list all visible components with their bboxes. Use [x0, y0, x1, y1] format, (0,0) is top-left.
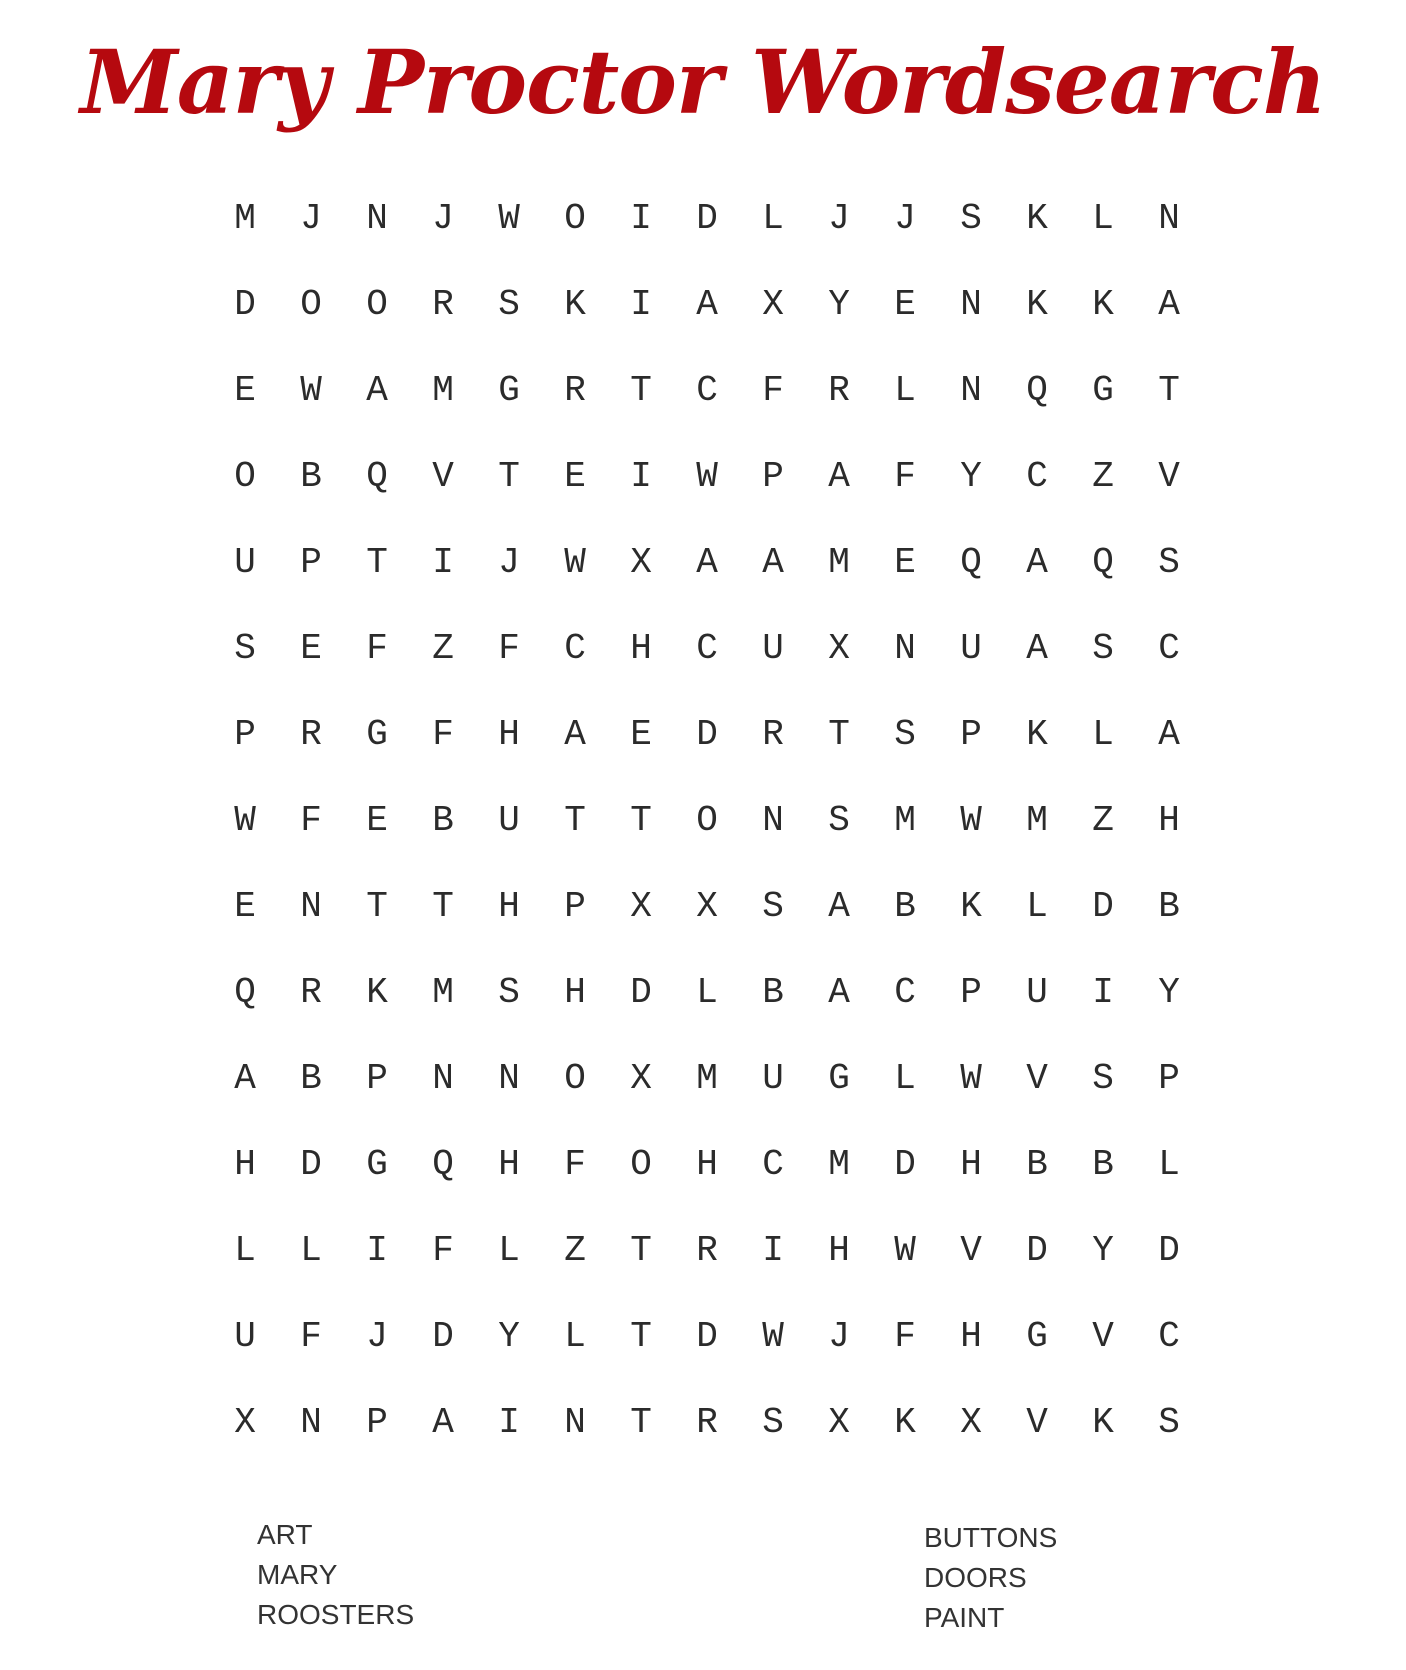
letter-cell[interactable]: C — [1026, 455, 1048, 497]
letter-cell[interactable]: Y — [1092, 1229, 1114, 1271]
letter-cell[interactable]: R — [762, 713, 784, 755]
letter-cell[interactable]: S — [234, 627, 256, 669]
letter-cell[interactable]: M — [828, 541, 850, 583]
letter-cell[interactable]: Q — [432, 1143, 454, 1185]
letter-cell[interactable]: D — [234, 283, 256, 325]
letter-cell[interactable]: F — [300, 1315, 322, 1357]
letter-cell[interactable]: L — [762, 197, 784, 239]
letter-cell[interactable]: T — [1158, 369, 1180, 411]
letter-cell[interactable]: L — [1026, 885, 1048, 927]
letter-cell[interactable]: A — [762, 541, 784, 583]
letter-cell[interactable]: S — [1092, 627, 1114, 669]
letter-cell[interactable]: K — [1092, 283, 1114, 325]
word-item: PAINT — [924, 1602, 1005, 1633]
word-list-right — [924, 1518, 1057, 1638]
letter-cell[interactable]: F — [432, 713, 454, 755]
letter-cell[interactable]: M — [1026, 799, 1048, 841]
letter-cell[interactable]: N — [366, 197, 388, 239]
letter-cell[interactable]: N — [564, 1401, 586, 1443]
letter-cell[interactable]: T — [630, 369, 652, 411]
letter-cell[interactable]: A — [1158, 283, 1180, 325]
letter-cell[interactable]: R — [432, 283, 454, 325]
letter-cell[interactable]: X — [828, 627, 850, 669]
letter-cell[interactable]: H — [960, 1315, 982, 1357]
letter-cell[interactable]: I — [432, 541, 454, 583]
letter-cell[interactable]: M — [432, 971, 454, 1013]
letter-cell[interactable]: O — [366, 283, 388, 325]
letter-cell[interactable]: Z — [564, 1229, 586, 1271]
letter-cell[interactable]: J — [432, 197, 454, 239]
word-item: MARY — [257, 1559, 338, 1590]
letter-cell[interactable]: D — [1092, 885, 1114, 927]
letter-cell[interactable]: F — [498, 627, 520, 669]
letter-cell[interactable]: G — [1026, 1315, 1048, 1357]
letter-cell[interactable]: D — [300, 1143, 322, 1185]
letter-cell[interactable]: D — [1158, 1229, 1180, 1271]
letter-cell[interactable]: L — [234, 1229, 256, 1271]
letter-cell[interactable]: A — [564, 713, 586, 755]
letter-cell[interactable]: E — [894, 541, 916, 583]
letter-cell[interactable]: V — [432, 455, 454, 497]
letter-cell[interactable]: A — [1158, 713, 1180, 755]
word-item: DOORS — [924, 1562, 1027, 1593]
letter-cell[interactable]: M — [828, 1143, 850, 1185]
letter-cell[interactable]: B — [1092, 1143, 1114, 1185]
letter-cell[interactable]: K — [960, 885, 982, 927]
letter-cell[interactable]: G — [366, 1143, 388, 1185]
letter-cell[interactable]: L — [1092, 713, 1114, 755]
letter-cell[interactable]: V — [960, 1229, 982, 1271]
letter-cell[interactable]: B — [300, 455, 322, 497]
letter-cell[interactable]: F — [564, 1143, 586, 1185]
letter-cell[interactable]: P — [234, 713, 256, 755]
letter-cell[interactable]: L — [894, 369, 916, 411]
letter-cell[interactable]: R — [828, 369, 850, 411]
letter-cell[interactable]: F — [762, 369, 784, 411]
letter-cell[interactable]: V — [1026, 1057, 1048, 1099]
letter-cell[interactable]: S — [762, 1401, 784, 1443]
letter-cell[interactable]: S — [498, 283, 520, 325]
letter-cell[interactable]: W — [960, 1057, 982, 1099]
letter-cell[interactable]: O — [564, 1057, 586, 1099]
letter-cell[interactable]: P — [762, 455, 784, 497]
letter-cell[interactable]: D — [696, 1315, 718, 1357]
letter-cell[interactable]: I — [630, 197, 652, 239]
letter-cell[interactable]: E — [564, 455, 586, 497]
letter-cell[interactable]: L — [1158, 1143, 1180, 1185]
letter-cell[interactable]: A — [828, 885, 850, 927]
letter-cell[interactable]: F — [366, 627, 388, 669]
letter-cell[interactable]: J — [498, 541, 520, 583]
letter-cell[interactable]: L — [894, 1057, 916, 1099]
letter-cell[interactable]: R — [564, 369, 586, 411]
letter-cell[interactable]: G — [366, 713, 388, 755]
letter-cell[interactable]: K — [1092, 1401, 1114, 1443]
letter-cell[interactable]: C — [696, 369, 718, 411]
letter-cell[interactable]: T — [630, 1229, 652, 1271]
letter-cell[interactable]: R — [300, 713, 322, 755]
letter-cell[interactable]: M — [894, 799, 916, 841]
letter-cell[interactable]: C — [696, 627, 718, 669]
letter-cell[interactable]: J — [894, 197, 916, 239]
letter-cell[interactable]: P — [960, 713, 982, 755]
letter-cell[interactable]: X — [234, 1401, 256, 1443]
letter-cell[interactable]: F — [432, 1229, 454, 1271]
letter-cell[interactable]: W — [564, 541, 586, 583]
letter-cell[interactable]: N — [762, 799, 784, 841]
letter-grid — [212, 175, 1202, 1465]
letter-cell[interactable]: R — [300, 971, 322, 1013]
letter-cell[interactable]: B — [762, 971, 784, 1013]
letter-cell[interactable]: I — [1092, 971, 1114, 1013]
letter-cell[interactable]: J — [828, 197, 850, 239]
letter-cell[interactable]: T — [498, 455, 520, 497]
letter-cell[interactable]: K — [894, 1401, 916, 1443]
letter-cell[interactable]: J — [366, 1315, 388, 1357]
letter-cell[interactable]: X — [828, 1401, 850, 1443]
letter-cell[interactable]: F — [894, 1315, 916, 1357]
letter-cell[interactable]: S — [1158, 1401, 1180, 1443]
letter-cell[interactable]: L — [300, 1229, 322, 1271]
letter-cell[interactable]: S — [762, 885, 784, 927]
letter-cell[interactable]: E — [894, 283, 916, 325]
letter-cell[interactable]: U — [1026, 971, 1048, 1013]
letter-cell[interactable]: H — [498, 713, 520, 755]
letter-cell[interactable]: N — [300, 885, 322, 927]
letter-cell[interactable]: L — [564, 1315, 586, 1357]
letter-cell[interactable]: N — [894, 627, 916, 669]
letter-cell[interactable]: P — [960, 971, 982, 1013]
letter-cell[interactable]: F — [300, 799, 322, 841]
letter-cell[interactable]: O — [300, 283, 322, 325]
letter-cell[interactable]: Y — [960, 455, 982, 497]
letter-cell[interactable]: T — [828, 713, 850, 755]
letter-cell[interactable]: B — [432, 799, 454, 841]
letter-cell[interactable]: A — [1026, 541, 1048, 583]
letter-cell[interactable]: T — [630, 799, 652, 841]
letter-cell[interactable]: V — [1026, 1401, 1048, 1443]
letter-cell[interactable]: X — [630, 885, 652, 927]
letter-cell[interactable]: U — [960, 627, 982, 669]
letter-cell[interactable]: N — [960, 283, 982, 325]
letter-cell[interactable]: E — [630, 713, 652, 755]
letter-cell[interactable]: I — [630, 455, 652, 497]
letter-cell[interactable]: G — [498, 369, 520, 411]
letter-cell[interactable]: G — [828, 1057, 850, 1099]
letter-cell[interactable]: M — [234, 197, 256, 239]
letter-cell[interactable]: S — [498, 971, 520, 1013]
letter-cell[interactable]: D — [1026, 1229, 1048, 1271]
letter-cell[interactable]: C — [894, 971, 916, 1013]
letter-cell[interactable]: O — [630, 1143, 652, 1185]
letter-cell[interactable]: F — [894, 455, 916, 497]
word-item: BUTTONS — [924, 1522, 1058, 1553]
letter-cell[interactable]: S — [1092, 1057, 1114, 1099]
page-title: Mary Proctor Wordsearch — [80, 30, 1326, 134]
letter-cell[interactable]: T — [366, 541, 388, 583]
letter-cell[interactable]: Q — [1092, 541, 1114, 583]
letter-cell[interactable]: A — [366, 369, 388, 411]
letter-cell[interactable]: A — [828, 455, 850, 497]
letter-cell[interactable]: Z — [1092, 799, 1114, 841]
letter-cell[interactable]: B — [894, 885, 916, 927]
letter-cell[interactable]: Q — [234, 971, 256, 1013]
letter-cell[interactable]: I — [762, 1229, 784, 1271]
letter-cell[interactable]: Y — [828, 283, 850, 325]
letter-cell[interactable]: Q — [960, 541, 982, 583]
letter-cell[interactable]: U — [762, 1057, 784, 1099]
word-item: ROOSTERS — [257, 1599, 415, 1630]
letter-cell[interactable]: U — [234, 541, 256, 583]
letter-cell[interactable]: P — [300, 541, 322, 583]
letter-cell[interactable]: K — [1026, 713, 1048, 755]
letter-cell[interactable]: L — [1092, 197, 1114, 239]
word-list-left — [257, 1515, 414, 1635]
letter-cell[interactable]: E — [366, 799, 388, 841]
letter-cell[interactable]: S — [828, 799, 850, 841]
letter-cell[interactable]: U — [234, 1315, 256, 1357]
letter-cell[interactable]: I — [630, 283, 652, 325]
letter-cell[interactable]: D — [696, 713, 718, 755]
letter-cell[interactable]: V — [1158, 455, 1180, 497]
letter-cell[interactable]: N — [498, 1057, 520, 1099]
letter-cell[interactable]: H — [630, 627, 652, 669]
letter-cell[interactable]: A — [1026, 627, 1048, 669]
letter-cell[interactable]: Y — [1158, 971, 1180, 1013]
letter-cell[interactable]: U — [498, 799, 520, 841]
letter-cell[interactable]: T — [630, 1315, 652, 1357]
letter-cell[interactable]: J — [828, 1315, 850, 1357]
letter-cell[interactable]: L — [498, 1229, 520, 1271]
letter-cell[interactable]: B — [1158, 885, 1180, 927]
letter-cell[interactable]: X — [630, 541, 652, 583]
letter-cell[interactable]: D — [894, 1143, 916, 1185]
letter-cell[interactable]: K — [366, 971, 388, 1013]
letter-cell[interactable]: P — [1158, 1057, 1180, 1099]
letter-cell[interactable]: X — [960, 1401, 982, 1443]
letter-cell[interactable]: H — [234, 1143, 256, 1185]
letter-cell[interactable]: Z — [1092, 455, 1114, 497]
letter-cell[interactable]: R — [696, 1401, 718, 1443]
letter-cell[interactable]: E — [234, 369, 256, 411]
letter-cell[interactable]: N — [300, 1401, 322, 1443]
letter-cell[interactable]: E — [234, 885, 256, 927]
letter-cell[interactable]: B — [1026, 1143, 1048, 1185]
letter-cell[interactable]: T — [564, 799, 586, 841]
letter-cell[interactable]: W — [960, 799, 982, 841]
letter-cell[interactable]: W — [300, 369, 322, 411]
letter-cell[interactable]: H — [1158, 799, 1180, 841]
letter-cell[interactable]: R — [696, 1229, 718, 1271]
letter-cell[interactable]: H — [696, 1143, 718, 1185]
letter-cell[interactable]: I — [498, 1401, 520, 1443]
letter-cell[interactable]: I — [366, 1229, 388, 1271]
letter-cell[interactable]: P — [564, 885, 586, 927]
letter-cell[interactable]: A — [828, 971, 850, 1013]
letter-cell[interactable]: H — [960, 1143, 982, 1185]
letter-cell[interactable]: V — [1092, 1315, 1114, 1357]
letter-cell[interactable]: G — [1092, 369, 1114, 411]
letter-cell[interactable]: W — [234, 799, 256, 841]
letter-cell[interactable]: O — [234, 455, 256, 497]
letter-cell[interactable]: W — [696, 455, 718, 497]
letter-cell[interactable]: S — [1158, 541, 1180, 583]
letter-cell[interactable]: C — [1158, 627, 1180, 669]
letter-cell[interactable]: A — [432, 1401, 454, 1443]
letter-cell[interactable]: S — [960, 197, 982, 239]
letter-cell[interactable]: T — [366, 885, 388, 927]
letter-cell[interactable]: X — [696, 885, 718, 927]
letter-cell[interactable]: W — [894, 1229, 916, 1271]
letter-cell[interactable]: N — [960, 369, 982, 411]
letter-cell[interactable]: L — [696, 971, 718, 1013]
letter-cell[interactable]: D — [432, 1315, 454, 1357]
letter-cell[interactable]: A — [234, 1057, 256, 1099]
letter-cell[interactable]: H — [498, 1143, 520, 1185]
letter-cell[interactable]: N — [432, 1057, 454, 1099]
letter-cell[interactable]: C — [762, 1143, 784, 1185]
letter-cell[interactable]: H — [498, 885, 520, 927]
letter-cell[interactable]: K — [1026, 283, 1048, 325]
letter-cell[interactable]: H — [828, 1229, 850, 1271]
letter-cell[interactable]: J — [300, 197, 322, 239]
letter-cell[interactable]: W — [498, 197, 520, 239]
letter-cell[interactable]: X — [630, 1057, 652, 1099]
letter-cell[interactable]: M — [432, 369, 454, 411]
letter-cell[interactable]: M — [696, 1057, 718, 1099]
letter-cell[interactable]: A — [696, 283, 718, 325]
letter-cell[interactable]: N — [1158, 197, 1180, 239]
letter-cell[interactable]: E — [300, 627, 322, 669]
letter-cell[interactable]: K — [1026, 197, 1048, 239]
letter-cell[interactable]: O — [564, 197, 586, 239]
letter-cell[interactable]: Q — [366, 455, 388, 497]
letter-cell[interactable]: W — [762, 1315, 784, 1357]
letter-cell[interactable]: Z — [432, 627, 454, 669]
letter-cell[interactable]: C — [1158, 1315, 1180, 1357]
letter-cell[interactable]: C — [564, 627, 586, 669]
letter-cell[interactable]: O — [696, 799, 718, 841]
letter-cell[interactable]: H — [564, 971, 586, 1013]
letter-cell[interactable]: X — [762, 283, 784, 325]
letter-cell[interactable]: D — [696, 197, 718, 239]
letter-cell[interactable]: T — [630, 1401, 652, 1443]
letter-cell[interactable]: B — [300, 1057, 322, 1099]
word-item: ART — [257, 1519, 313, 1550]
letter-cell[interactable]: Q — [1026, 369, 1048, 411]
letter-cell[interactable]: D — [630, 971, 652, 1013]
letter-cell[interactable]: T — [432, 885, 454, 927]
letter-cell[interactable]: S — [894, 713, 916, 755]
letter-cell[interactable]: Y — [498, 1315, 520, 1357]
letter-cell[interactable]: P — [366, 1401, 388, 1443]
letter-cell[interactable]: K — [564, 283, 586, 325]
letter-cell[interactable]: P — [366, 1057, 388, 1099]
letter-cell[interactable]: A — [696, 541, 718, 583]
letter-cell[interactable]: U — [762, 627, 784, 669]
